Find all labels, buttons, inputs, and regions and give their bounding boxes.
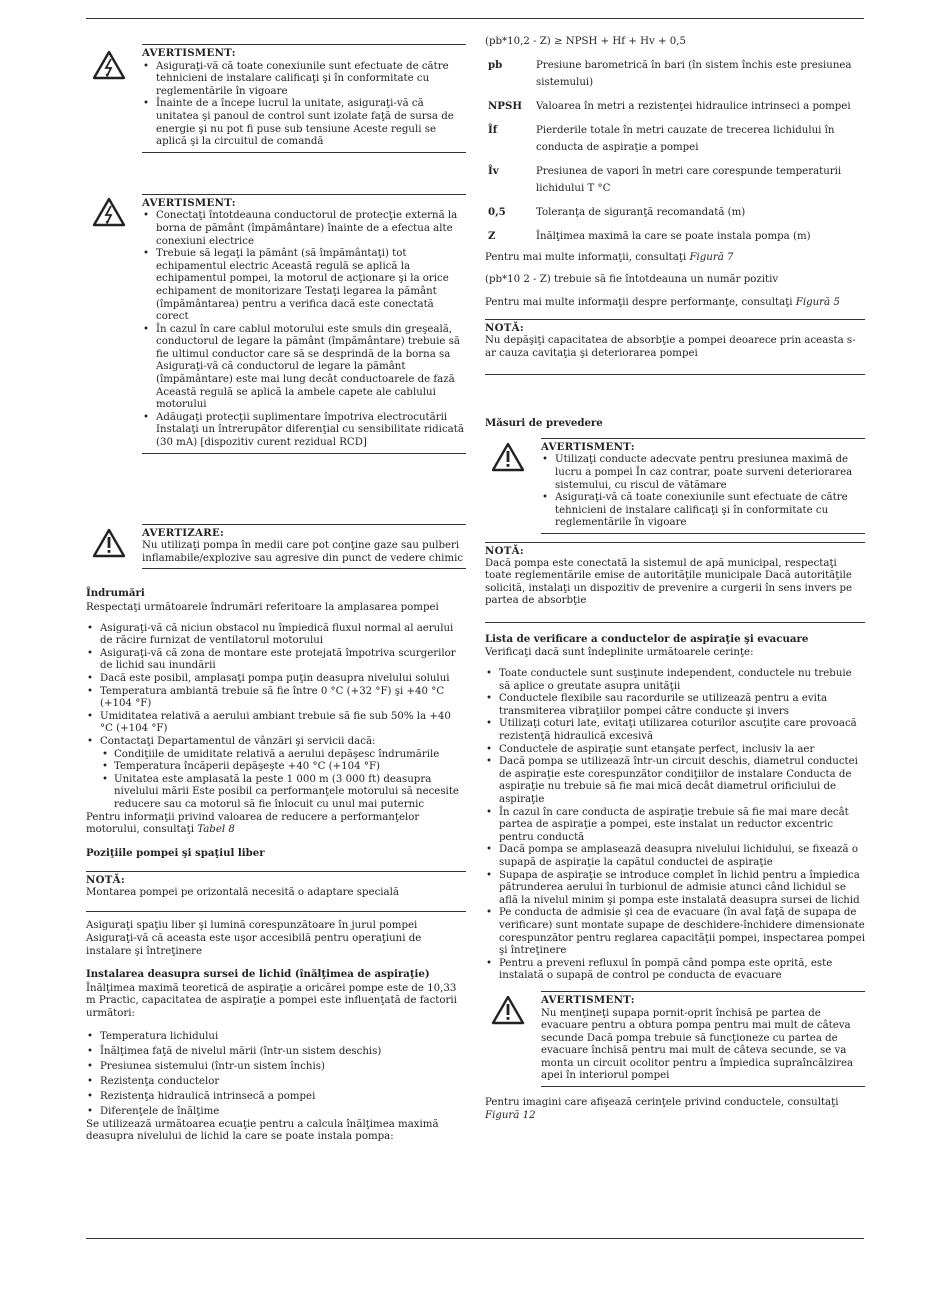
paragraph: Pentru mai multe informaţii, consultaţi Figură 7: [485, 251, 734, 263]
warning-text: Nu menţineţi supapa pornit-oprit închisă pe partea de evacuare pentru a obtura pompa pentru mai mult de câteva secunde Dacă pompa trebuie să funcţioneze cu partea de evacuare închisă pentru mai mult de câteva secunde, se va monta un circuit ocolitor pentru a împiedica supraîncălzirea apei în interiorul pompei: [541, 1007, 854, 1082]
list-item: • Umiditatea relativă a aerului ambiant trebuie să fie sub 50% la +40 °C (+104 °F): [100, 711, 466, 736]
section-heading: Lista de verificare a conductelor de aspiraţie şi evacuare: [485, 632, 809, 645]
list-item: • Conductele de aspiraţie sunt etanşate perfect, inclusiv la aer: [499, 744, 865, 757]
electrical-hazard-icon: [92, 50, 126, 80]
list-item: • Dacă pompa se utilizează într-un circuit deschis, diametrul conductei de aspiraţie este corespunzător condiţiilor de instalare Conducta de aspiraţie nu trebuie să fie mai mică decât diametrul orificiului de aspiraţie: [499, 756, 865, 806]
paragraph: Verificaţi dacă sunt îndeplinite următoarele cerinţe:: [485, 647, 754, 659]
paragraph: Respectaţi următoarele îndrumări referitoare la amplasarea pompei: [86, 602, 439, 613]
symbol-table: [485, 57, 865, 252]
exclamation-warning-icon: [491, 442, 525, 472]
note-box: [86, 871, 466, 912]
table-row: NPSH Valoarea în metri a rezistenţei hidraulice intrinseci a pompei: [488, 99, 851, 112]
list-item: • Rezistenţa hidraulică intrinsecă a pompei: [100, 1089, 466, 1104]
note-title: NOTĂ:: [485, 544, 524, 557]
list-item: • Pentru a preveni refluxul în pompă când pompa este oprită, este instalată o supapă de control pe conducta de evacuare: [499, 958, 865, 983]
list-item: • Pe conducta de admisie şi cea de evacuare (în aval faţă de supapa de verificare) sunt montate supape de deschidere-închidere dimensionate corespunzător pentru reglarea capacităţii pompei, inspectarea pompei şi întreţinere: [499, 907, 865, 957]
note-text: Nu depăşiţi capacitatea de absorbţie a pompei deoarece prin aceasta s-ar cauza cavitaţia şi deteriorarea pompei: [485, 334, 856, 359]
list-item: • Asiguraţi-vă că toate conexiunile sunt efectuate de către tehnicieni de instalare calificaţi şi în conformitate cu reglementările în vigoare: [555, 492, 865, 530]
electrical-hazard-icon: [92, 197, 126, 227]
warning-electrical-1: [86, 44, 466, 153]
warning-pipes: [485, 438, 865, 534]
header-rule: [86, 18, 864, 19]
warning-title: AVERTISMENT:: [541, 440, 635, 453]
list-item: • În cazul în care conducta de aspiraţie trebuie să fie mai mare decât partea de aspiraţie a pompei, este instalat un reductor excentric pentru conductă: [499, 807, 865, 845]
warning-title: AVERTIZARE:: [142, 526, 225, 539]
list-item: • Supapa de aspiraţie se introduce complet în lichid pentru a împiedica pătrunderea aerului în turbionul de admisie atunci când lichidul se află la nivelul minim şi pompa este instalată deasupra sursei de lichid: [499, 870, 865, 908]
note-box: [485, 319, 865, 375]
list-item: • Utilizaţi conducte adecvate pentru presiunea maximă de lucru a pompei În caz contrar, poate surveni deteriorarea sistemului, cu riscul de vătămare: [555, 454, 865, 492]
list-item: • Dacă pompa se amplasează deasupra nivelului lichidului, se fixează o supapă de aspiraţie la capătul conductei de aspiraţie: [499, 844, 865, 869]
warning-title: AVERTISMENT:: [142, 47, 236, 59]
list-item: • Conectaţi întotdeauna conductorul de protecţie externă la borna de pământ (împământare) înainte de a efectua alte conexiuni electrice: [156, 210, 466, 248]
equation: (pb*10,2 - Z) ≥ NPSH + Hf + Hv + 0,5: [485, 36, 686, 47]
sub-list-item: • Condiţiile de umiditate relativă a aerului depăşesc îndrumările: [114, 749, 466, 762]
list-item: • Presiunea sistemului (într-un sistem închis): [100, 1059, 466, 1074]
right-column: [485, 36, 865, 1122]
cross-reference: Tabel 8: [197, 824, 235, 836]
list-item: • Diferenţele de înălţime: [100, 1104, 466, 1119]
paragraph: Pentru informaţii privind valoarea de reducere a performanţelor motorului, consultaţi Tabel 8: [86, 811, 420, 836]
cross-reference: Figură 5: [795, 296, 840, 308]
paragraph: Asiguraţi spaţiu liber şi lumină corespunzătoare în jurul pompei Asiguraţi-vă că aceasta este uşor accesibilă pentru operaţiuni de instalare şi întreţinere: [86, 920, 422, 957]
table-row: Z Înălţimea maximă la care se poate instala pompa (m): [488, 229, 811, 242]
note-title: NOTĂ:: [86, 874, 125, 887]
sub-list-item: • Temperatura încăperii depăşeşte +40 °C (+104 °F): [114, 761, 466, 774]
warning-valve: [485, 991, 865, 1087]
table-row: pb Presiune barometrică în bari (în sistem închis este presiunea sistemului): [488, 58, 852, 88]
table-row: 0,5 Toleranţa de siguranţă recomandată (m): [488, 205, 746, 218]
list-item: • Asiguraţi-vă că toate conexiunile sunt efectuate de către tehnicieni de instalare calificaţi şi în conformitate cu reglementările în vigoare: [156, 61, 466, 99]
exclamation-warning-icon: [92, 528, 126, 558]
section-heading: Instalarea deasupra sursei de lichid (înălţimea de aspiraţie): [86, 968, 430, 981]
paragraph: Pentru imagini care afişează cerinţele privind conductele, consultaţi Figură 12: [485, 1097, 839, 1121]
paragraph: (pb*10 2 - Z) trebuie să fie întotdeauna un număr pozitiv: [485, 274, 779, 286]
list-item: • Toate conductele sunt susţinute independent, conductele nu trebuie să aplice o greutate asupra unităţii: [499, 668, 865, 693]
section-heading: Poziţiile pompei şi spaţiul liber: [86, 846, 265, 859]
note-text: Dacă pompa este conectată la sistemul de apă municipal, respectaţi toate reglementările emise de autorităţile municipale Dacă autorităţile solicită, instalaţi un dispozitiv de prevenire a curgerii în sens invers pe partea de absorbţie: [485, 557, 853, 607]
note-title: NOTĂ:: [485, 322, 524, 335]
section-heading: Îndrumări: [86, 587, 145, 600]
list-item: • Asiguraţi-vă că zona de montare este protejată împotriva scurgerilor de lichid sau inundării: [100, 648, 466, 673]
list-item: • În cazul în care cablul motorului este smuls din greşeală, conductorul de legare la pământ (împământare) trebuie să fie ultimul conductor care să se desprindă de la borna sa Asiguraţi-vă că conductorul de legare la pământ (împământare) este mai lung decât conductoarele de fază Această regulă se aplică la ambele capete ale cablului motorului: [156, 324, 466, 412]
list-item: • Conductele flexibile sau racordurile se utilizează pentru a evita transmiterea vibraţiilor pompei către conducte şi invers: [499, 693, 865, 718]
warning-electrical-2: [86, 194, 466, 454]
list-item: • Temperatura ambiantă trebuie să fie între 0 °C (+32 °F) şi +40 °C (+104 °F): [100, 686, 466, 711]
paragraph: Se utilizează următoarea ecuaţie pentru a calcula înălţimea maximă deasupra nivelului de lichid la care se poate instala pompa:: [86, 1118, 439, 1143]
list-item: • Înălţimea faţă de nivelul mării (într-un sistem deschis): [100, 1044, 466, 1059]
sub-list-item: • Unitatea este amplasată la peste 1 000 m (3 000 ft) deasupra nivelului mării Este posibil ca performanţele motorului să necesite reducere sau ca motorul să fie înlocuit cu unul mai puternic: [114, 774, 466, 812]
list-item: • Înainte de a începe lucrul la unitate, asiguraţi-vă că unitatea şi panoul de control sunt izolate faţă de sursa de energie şi nu pot fi puse sub tensiune Aceste reguli se aplică şi la circuitul de comandă: [156, 98, 466, 148]
note-box: [485, 542, 865, 623]
list-item: • Contactaţi Departamentul de vânzări şi servicii dacă: • Condiţiile de umiditate relativă a aerului depăşesc îndrumările • Temperatura încăperii depăşeşte +40 °C (+104 °F) • Unitatea este amplasată la peste 1 000 m (3 000 ft) deasupra nivelului mării Este posibil ca performanţele motorului să necesite reducere sau ca motorul să fie înlocuit cu unul mai puternic: [100, 736, 466, 812]
warning-text: Nu utilizaţi pompa în medii care pot conţine gaze sau pulberi inflamabile/explozive sau agresive din punct de vedere chimic: [142, 540, 464, 564]
table-row: Îv Presiunea de vapori în metri care corespunde temperaturii lichidului T °C: [488, 164, 842, 194]
warning-title: AVERTISMENT:: [541, 993, 635, 1006]
paragraph: Pentru mai multe informaţii despre performanţe, consultaţi Figură 5: [485, 296, 840, 308]
list-item: • Temperatura lichidului: [100, 1029, 466, 1044]
list-item: • Utilizaţi coturi late, evitaţi utilizarea coturilor ascuţite care provoacă rezistenţă hidraulică excesivă: [499, 718, 865, 743]
exclamation-warning-icon: [491, 995, 525, 1025]
table-row: Îf Pierderile totale în metri cauzate de trecerea lichidului în conducta de aspiraţie a pompei: [488, 123, 835, 153]
left-column: [86, 44, 466, 1144]
list-item: • Rezistenţa conductelor: [100, 1074, 466, 1089]
cross-reference: Figură 7: [689, 251, 734, 263]
list-item: • Dacă este posibil, amplasaţi pompa puţin deasupra nivelului solului: [100, 673, 466, 686]
footer-rule: [86, 1238, 864, 1239]
note-text: Montarea pompei pe orizontală necesită o adaptare specială: [86, 886, 399, 898]
list-item: • Trebuie să legaţi la pământ (să împământaţi) tot echipamentul electric Această regulă se aplică la echipamentul pompei, la motorul de acţionare şi la orice echipament de monitorizare Testaţi legarea la pământ (împământarea) pentru a verifica dacă este conectată corect: [156, 248, 466, 324]
warning-title: AVERTISMENT:: [142, 196, 236, 209]
list-item: • Adăugaţi protecţii suplimentare împotriva electrocutării Instalaţi un întrerupător diferenţial cu sensibilitate ridicată (30 mA) [dispozitiv curent rezidual RCD]: [156, 412, 466, 450]
cross-reference: Figură 12: [485, 1109, 536, 1121]
list-item: • Asiguraţi-vă că niciun obstacol nu împiedică fluxul normal al aerului de răcire furnizat de ventilatorul motorului: [100, 623, 466, 648]
section-heading: Măsuri de prevedere: [485, 417, 603, 430]
paragraph: Înălţimea maximă teoretică de aspiraţie a oricărei pompe este de 10,33 m Practic, capacitatea de aspiraţie a pompei este influenţată de factorii următori:: [86, 982, 457, 1020]
warning-explosive: [86, 524, 466, 570]
